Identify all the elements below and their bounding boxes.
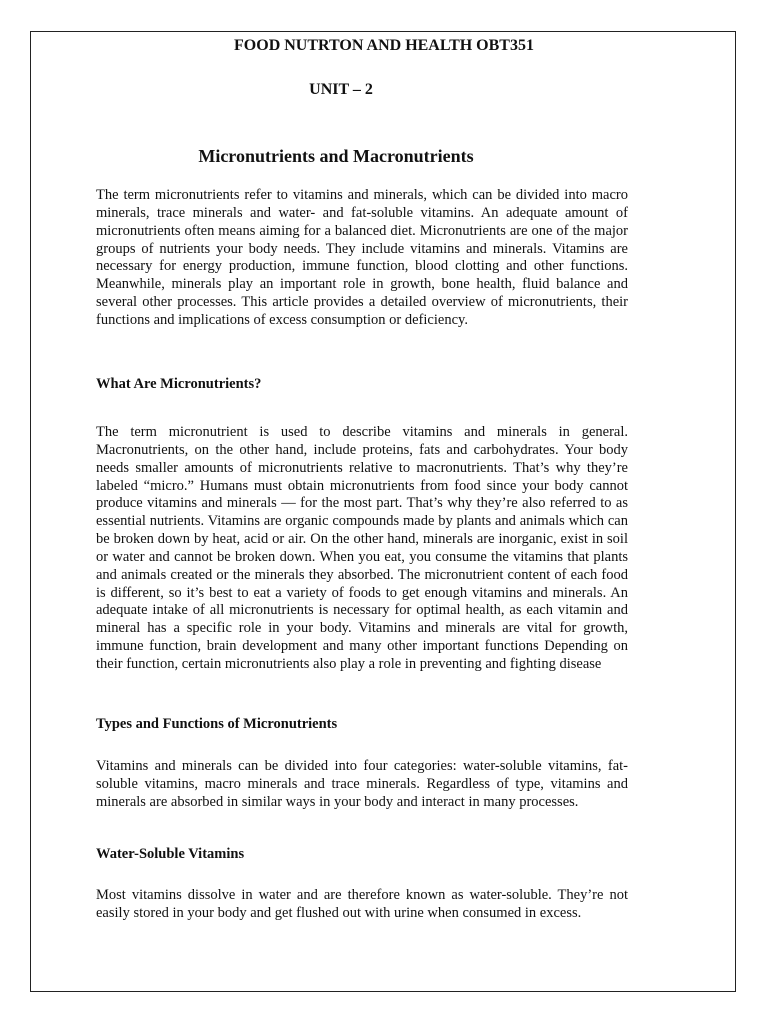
section-body-types-and-functions: Vitamins and minerals can be divided into four categories: water-soluble vitamins, fat-soluble vitamins, macro minerals and trace minerals. Regardless of type, vitamins and minerals are absorbed in similar ways in your body and interact in many processes. [96,758,628,810]
unit-label: UNIT – 2 [309,81,373,98]
section-body-what-are-micronutrients: The term micronutrient is used to describe vitamins and minerals in general. Macronutrients, on the other hand, include proteins, fats and carbohydrates. Your body needs smaller amounts of micronutrients relative to macronutrients. That’s why they’re labeled “micro.” Humans must obtain micronutrients from food since your body cannot produce vitamins and minerals — for the most part. That’s why they’re also referred to as essential nutrients. Vitamins are organic compounds made by plants and animals which can be broken down by heat, acid or air. On the other hand, minerals are inorganic, exist in soil or water and cannot be broken down. When you eat, you consume the vitamins that plants and animals created or the minerals they absorbed. The micronutrient content of each food is different, so it’s best to eat a variety of foods to get enough vitamins and minerals. An adequate intake of all micronutrients is necessary for optimal health, as each vitamin and mineral has a specific role in your body. Vitamins and minerals are vital for growth, immune function, brain development and many other important functions Depending on their function, certain micronutrients also play a role in preventing and fighting disease [96,424,628,672]
section-body-water-soluble-vitamins: Most vitamins dissolve in water and are therefore known as water-soluble. They’re not easily stored in your body and get flushed out with urine when consumed in excess. [96,887,628,921]
course-title: FOOD NUTRTON AND HEALTH OBT351 [234,37,534,54]
section-heading-water-soluble-vitamins: Water-Soluble Vitamins [96,846,245,862]
section-heading-what-are-micronutrients: What Are Micronutrients? [96,376,262,392]
document-title: Micronutrients and Macronutrients [198,146,474,166]
intro-paragraph: The term micronutrients refer to vitamins and minerals, which can be divided into macro minerals, trace minerals and water- and fat-soluble vitamins. An adequate amount of micronutrients often means aiming for a balanced diet. Micronutrients are one of the major groups of nutrients your body needs. They include vitamins and minerals. Vitamins are necessary for energy production, immune function, blood clotting and other functions. Meanwhile, minerals play an important role in growth, bone health, fluid balance and several other processes. This article provides a detailed overview of micronutrients, their functions and implications of excess consumption or deficiency. [96,187,628,328]
section-heading-types-and-functions: Types and Functions of Micronutrients [96,716,338,732]
